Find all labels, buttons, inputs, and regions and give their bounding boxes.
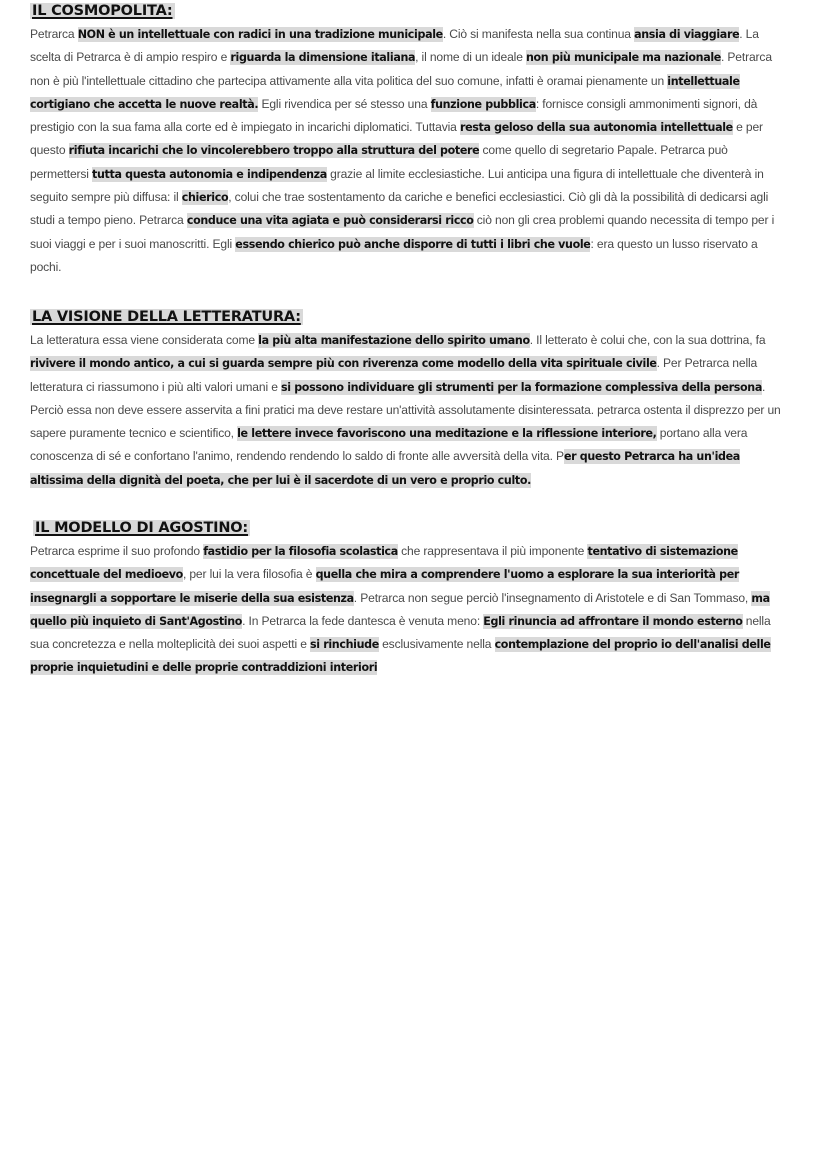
- body-text: grazie al limite ecclesiastiche. Lui anticipa una figura di intellettuale che diventerà in seguito sempre più diffusa: il: [30, 166, 764, 205]
- body-text: : fornisce consigli ammonimenti signori, dà prestigio con la sua fama alla corte ed è impiegato in incarichi diplomatici. Tuttavia: [30, 96, 758, 135]
- body-text: . In Petrarca la fede dantesca è venuta meno:: [242, 613, 484, 628]
- body-text: Petrarca: [30, 27, 78, 41]
- section-heading: IL MODELLO DI AGOSTINO:: [35, 520, 249, 536]
- highlighted-text: quella che mira a comprendere l'uomo a esplorare la sua interiorità per insegnargli a sopportare le miserie della sua esistenza: [30, 568, 740, 605]
- section-cosmopolita: [30, 2, 788, 279]
- highlighted-text: ansia di viaggiare: [634, 28, 740, 41]
- body-text: come quello di segretario Papale. Petrarca può permettersi: [30, 143, 728, 181]
- highlighted-text: si possono individuare gli strumenti per la formazione complessiva della persona: [281, 380, 762, 394]
- section-paragraph: [30, 23, 788, 279]
- highlighted-text: ma quello più inquieto di Sant'Agostino: [30, 591, 770, 628]
- body-text: , colui che trae sostentamento da cariche e benefici ecclesiastici. Ciò gli dà la possibilità di dedicarsi agli studi a tempo pieno. Petrarca: [30, 190, 769, 228]
- highlighted-text: essendo chierico può anche disporre di tutti i libri che vuole: [235, 237, 591, 251]
- highlighted-text: conduce una vita agiata e può considerarsi ricco: [186, 214, 474, 228]
- body-text: , per lui la vera filosofia è: [182, 567, 316, 582]
- body-text: . Il letterato è colui che, con la sua dottrina, fa: [529, 333, 766, 347]
- highlighted-text: tutta questa autonomia e indipendenza: [92, 167, 327, 181]
- highlighted-text: intellettuale cortigiano che accetta le nuove realtà.: [30, 74, 740, 111]
- body-text: nella sua concretezza e nella molteplicità dei suoi aspetti e: [30, 613, 771, 652]
- body-text: . Per Petrarca nella letteratura ci riassumono i più alti valori umani e: [30, 356, 758, 394]
- body-text: esclusivamente nella: [378, 637, 495, 652]
- body-text: portano alla vera conoscenza di sé e confortano l'animo, rendendo rendendo lo saldo di fronte alle avversità della vita. P: [30, 426, 748, 464]
- body-text: . Perciò essa non deve essere asservita a fini pratici ma deve restare un'attività assolutamente disinteressata. petrarca ostenta il disprezzo per un sapere puramente tecnico e scientifico,: [30, 379, 781, 441]
- body-text: Egli rivendica per sé stesso una: [258, 96, 431, 111]
- highlighted-text: funzione pubblica: [430, 97, 536, 111]
- body-text: . La scelta di Petrarca è di ampio respiro e: [30, 27, 759, 65]
- section-heading: LA VISIONE DELLA LETTERATURA:: [32, 309, 301, 325]
- highlighted-text: resta geloso della sua autonomia intellettuale: [459, 121, 733, 135]
- body-text: che rappresentava il più imponente: [397, 544, 588, 558]
- highlighted-text: riguarda la dimensione italiana: [230, 51, 416, 65]
- highlighted-text: le lettere invece favoriscono una meditazione e la riflessione interiore,: [237, 427, 657, 441]
- highlighted-text: contemplazione del proprio io dell'analisi delle proprie inquietudini e delle proprie contraddizioni interiori: [30, 638, 771, 675]
- highlighted-text: chierico: [181, 191, 229, 205]
- body-text: . Petrarca non è più l'intellettuale cittadino che partecipa attivamente alla vita politica del suo comune, infatti è oramai pienamente un: [30, 50, 772, 88]
- body-text: La letteratura essa viene considerata come: [30, 333, 259, 347]
- body-text: e per questo: [30, 120, 763, 158]
- highlighted-text: er questo Petrarca ha un'idea altissima della dignità del poeta, che per lui è il sacerdote di un vero e proprio culto.: [30, 450, 740, 487]
- highlighted-text: rifiuta incarichi che lo vincolerebbero troppo alla struttura del potere: [68, 144, 480, 158]
- highlighted-text: fastidio per la filosofia scolastica: [203, 545, 398, 558]
- section-paragraph: [30, 329, 788, 492]
- body-text: Petrarca esprime il suo profondo: [30, 544, 204, 558]
- highlighted-text: non più municipale ma nazionale: [525, 51, 721, 65]
- section-paragraph: [30, 540, 788, 680]
- body-text: , il nome di un ideale: [415, 50, 526, 65]
- highlighted-text: la più alta manifestazione dello spirito umano: [258, 334, 530, 347]
- body-text: ciò non gli crea problemi quando necessita di tempo per i suoi viaggi e per i suoi manoscritti. Egli: [30, 213, 775, 251]
- highlighted-text: rivivere il mondo antico, a cui si guarda sempre più con riverenza come modello della vita spirituale civile: [30, 357, 657, 371]
- highlighted-text: NON è un intellettuale con radici in una tradizione municipale: [77, 28, 443, 41]
- highlighted-text: tentativo di sistemazione concettuale del medioevo: [30, 545, 738, 582]
- section-heading: IL COSMOPOLITA:: [32, 3, 173, 19]
- section-modello-agostino: [30, 519, 788, 680]
- body-text: : era questo un lusso riservato a pochi.: [30, 236, 758, 274]
- section-visione-letteratura: [30, 308, 788, 492]
- highlighted-text: Egli rinuncia ad affrontare il mondo esterno: [483, 614, 743, 628]
- body-text: . Petrarca non segue perciò l'insegnamento di Aristotele e di San Tommaso,: [353, 590, 752, 605]
- highlighted-text: si rinchiude: [310, 638, 379, 652]
- body-text: . Ciò si manifesta nella sua continua: [442, 27, 635, 41]
